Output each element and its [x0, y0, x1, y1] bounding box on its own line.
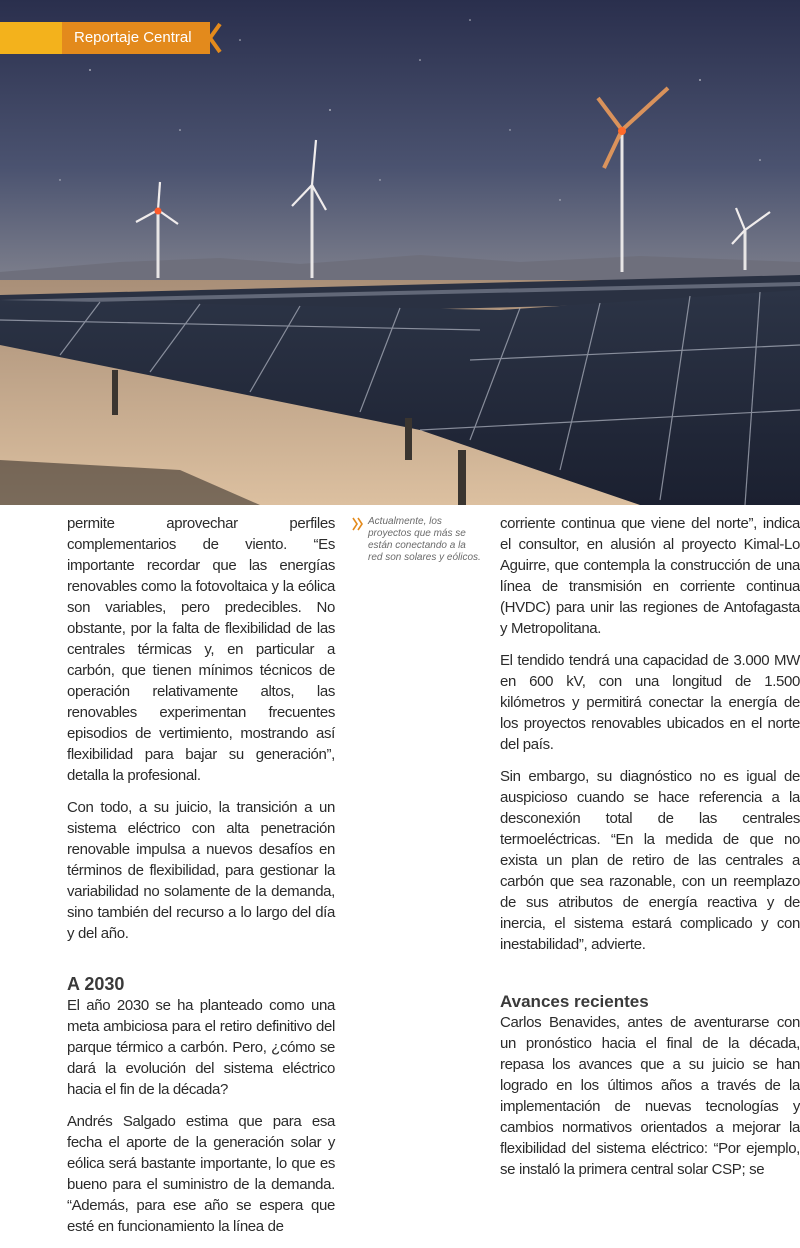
paragraph: corriente continua que viene del norte”, indica el consultor, en alusión al proyecto Kimal-Lo Aguirre, que contempla la construcción de una línea de transmisión en corriente continua (HVDC) para unir las regiones de Antofagasta y Metropolitana.: [500, 515, 800, 637]
left-column: [67, 513, 335, 1248]
paragraph: Carlos Benavides, antes de aventurarse con un pronóstico hacia el final de la década, repasa los avances que a su juicio se han logrado en los últimos años a través de la implementación de nuevas tecnologías y cambios normativos orientados a mejorar la flexibilidad del sistema eléctrico: “Por ejemplo, se instaló la primera central solar CSP; se: [500, 1014, 800, 1178]
paragraph: Sin embargo, su diagnóstico no es igual de auspicioso cuando se hace referencia a la desconexión total de las centrales termoeléctricas. “En la medida de que no exista un plan de retiro de las centrales a carbón que sea razonable, con un reemplazo de sus atributos de energía reactiva y de inercia, el sistema estará complicado y con inestabilidad”, advierte.: [500, 768, 800, 953]
hero-photo: [0, 0, 800, 505]
section-heading: A 2030: [67, 974, 125, 994]
section-tag-label: Reportaje Central: [62, 22, 210, 54]
right-column: [500, 513, 800, 1191]
solar-wind-farm-illustration: [0, 0, 800, 505]
section-heading: Avances recientes: [500, 992, 649, 1011]
double-chevron-right-icon: [352, 516, 364, 532]
section-tag: [0, 22, 225, 54]
paragraph: Con todo, a su juicio, la transición a un sistema eléctrico con alta penetración renovable impulsa a nuevos desafíos en términos de flexibilidad, para gestionar la variabilidad no solamente de la demanda, sino también del recurso a lo largo del día y del año.: [67, 799, 335, 942]
caption-text: Actualmente, los proyectos que más se están conectando a la red son solares y eólicos.: [368, 516, 481, 563]
photo-caption: [352, 516, 482, 564]
chevron-left-icon: [206, 22, 224, 54]
paragraph: El año 2030 se ha planteado como una meta ambiciosa para el retiro definitivo del parque térmico a carbón. Pero, ¿cómo se dará la evolución del sistema eléctrico hacia el fin de la década?: [67, 997, 335, 1098]
tag-accent-bar: [0, 22, 62, 54]
paragraph: permite aprovechar perfiles complementarios de viento. “Es importante recordar que las energías renovables como la fotovoltaica y la eólica son variables, pero predecibles. No obstante, por la falta de flexibilidad de las centrales térmicas y, en particular a carbón, que tienen mínimos técnicos de operación relativamente altos, las renovables experimentan frecuentes episodios de vertimiento, mostrando así flexibilidad para bajar su generación”, detalla la profesional.: [67, 515, 335, 784]
paragraph: Andrés Salgado estima que para esa fecha el aporte de la generación solar y eólica será bastante importante, lo que es bueno para el suministro de la demanda. “Además, para ese año se espera que esté en funcionamiento la línea de: [67, 1113, 335, 1235]
paragraph: El tendido tendrá una capacidad de 3.000 MW en 600 kV, con una longitud de 1.500 kilómetros y permitirá conectar la energía de los proyectos renovables ubicados en el norte del país.: [500, 652, 800, 753]
